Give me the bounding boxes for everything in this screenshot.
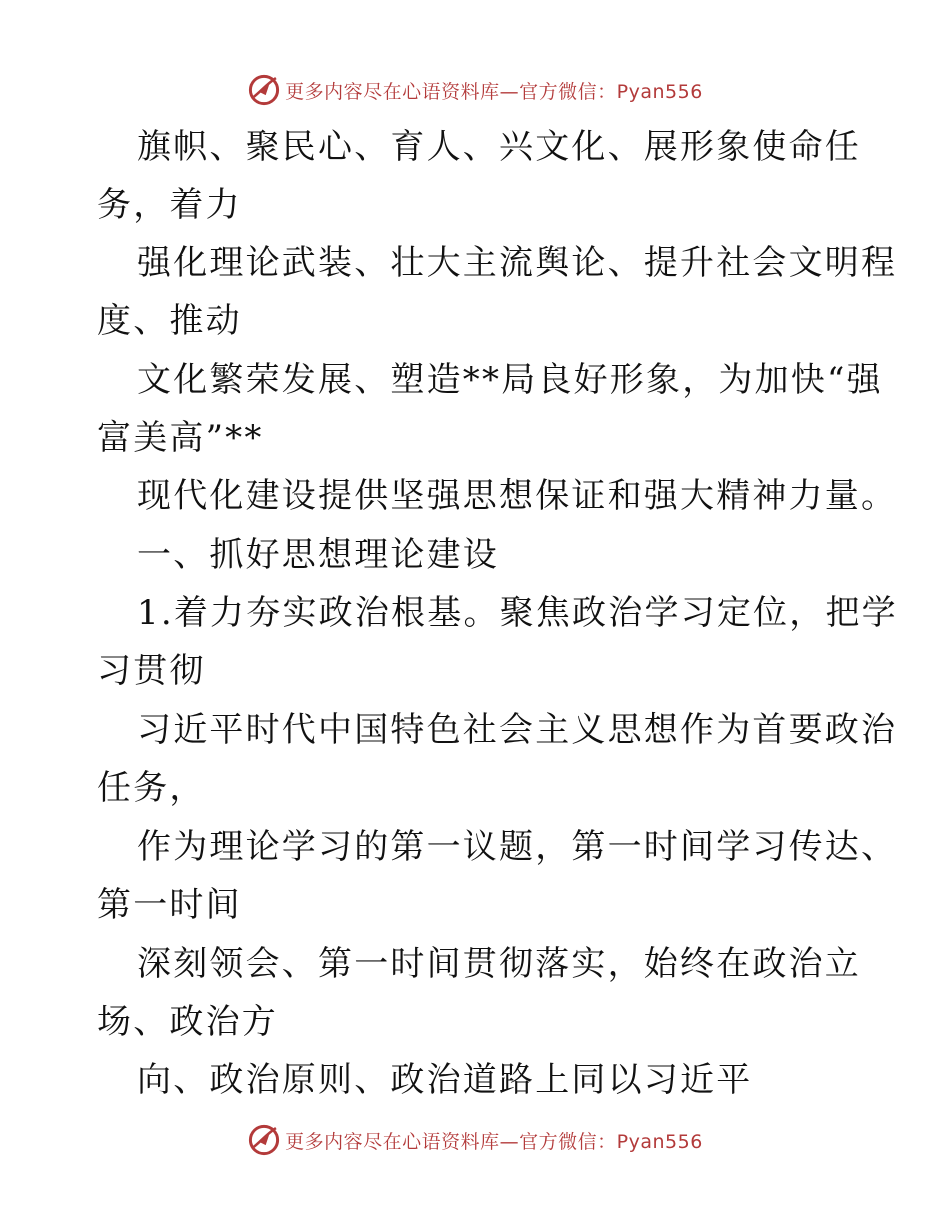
section-heading: 一、抓好思想理论建设	[137, 535, 499, 575]
watermark-text: 更多内容尽在心语资料库—官方微信：Pyan556	[285, 1130, 703, 1153]
text-line: 文化繁荣发展、塑造**局良好形象，为加快“强	[137, 360, 883, 400]
brand-logo-icon	[247, 1123, 281, 1157]
text-line: 富美高”**	[97, 418, 264, 458]
header-watermark	[0, 70, 950, 110]
text-line: 习贯彻	[97, 651, 206, 691]
watermark-text: 更多内容尽在心语资料库—官方微信：Pyan556	[285, 80, 703, 103]
text-line: 深刻领会、第一时间贯彻落实，始终在政治立	[137, 944, 861, 984]
text-line: 向、政治原则、政治道路上同以习近平	[137, 1060, 753, 1100]
text-line: 旗帜、聚民心、育人、兴文化、展形象使命任	[137, 127, 861, 167]
text-line: 度、推动	[97, 301, 242, 341]
text-line: 第一时间	[97, 885, 242, 925]
text-line: 场、政治方	[97, 1002, 278, 1042]
footer-watermark	[0, 1120, 950, 1160]
text-line: 作为理论学习的第一议题，第一时间学习传达、	[137, 827, 898, 867]
brand-logo-icon	[247, 73, 281, 107]
text-line: 强化理论武装、壮大主流舆论、提升社会文明程	[137, 243, 898, 283]
text-line: 现代化建设提供坚强思想保证和强大精神力量。	[137, 476, 898, 516]
text-line: 任务，	[97, 768, 206, 808]
text-line: 1.着力夯实政治根基。聚焦政治学习定位，把学	[137, 593, 898, 633]
text-line: 习近平时代中国特色社会主义思想作为首要政治	[137, 710, 898, 750]
text-line: 务，着力	[97, 185, 242, 225]
